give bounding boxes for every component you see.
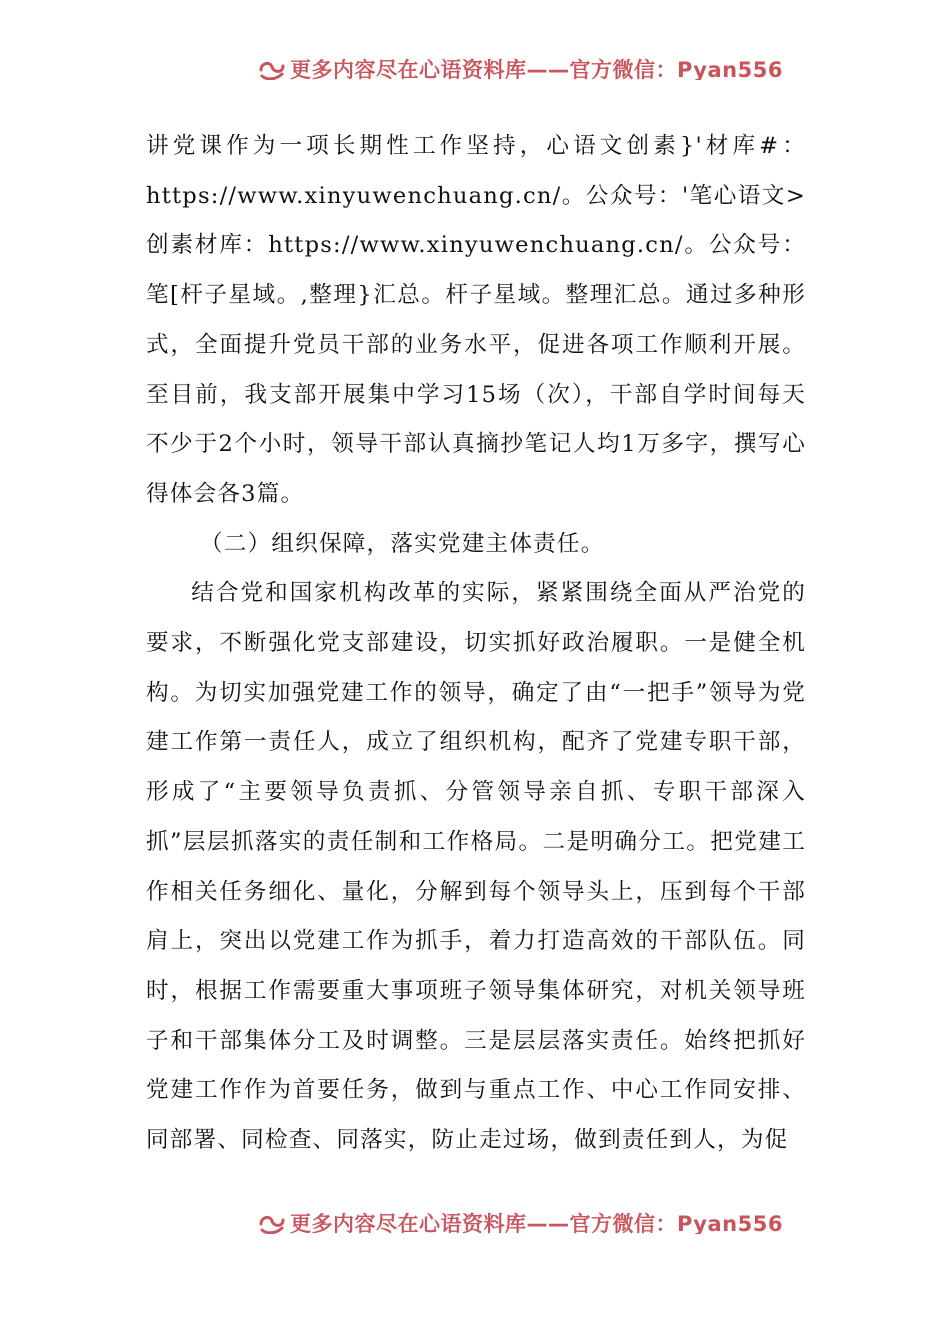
logo-icon — [258, 59, 286, 80]
watermark-banner-bottom — [0, 1206, 950, 1234]
watermark-banner-top — [0, 52, 950, 80]
paragraph-1: 讲党课作为一项长期性工作坚持，心语文创素}'材库#：https://www.xinyuwenchuang.cn/。公众号：'笔心语文>创素材库：https://www.xinyuwenchuang.cn/。公众号：笔[杆子星域。,整理}汇总。杆子星域。整理汇总。通过多种形式，全面提升党员干部的业务水平，促进各项工作顺利开展。至目前，我支部开展集中学习15场（次），干部自学时间每天不少于2个小时，领导干部认真摘抄笔记人均1万多字，撰写心得体会各3篇。 — [146, 133, 806, 507]
logo-icon — [258, 1213, 286, 1234]
section-paragraph: 结合党和国家机构改革的实际，紧紧围绕全面从严治党的要求，不断强化党支部建设，切实抓好政治履职。一是健全机构。为切实加强党建工作的领导，确定了由“一把手”领导为党建工作第一责任人，成立了组织机构，配齐了党建专职干部，形成了“主要领导负责抓、分管领导亲自抓、专职干部深入抓”层层抓落实的责任制和工作格局。二是明确分工。把党建工作相关任务细化、量化，分解到每个领导头上，压到每个干部肩上，突出以党建工作为抓手，着力打造高效的干部队伍。同时，根据工作需要重大事项班子领导集体研究，对机关领导班子和干部集体分工及时调整。三是层层落实责任。始终把抓好党建工作作为首要任务，做到与重点工作、中心工作同安排、同部署、同检查、同落实，防止走过场，做到责任到人，为促 — [146, 580, 806, 1154]
watermark-text: 更多内容尽在心语资料库——官方微信：Pyan556 — [290, 58, 783, 80]
section-heading: （二）组织保障，落实党建主体责任。 — [200, 530, 605, 557]
watermark-text: 更多内容尽在心语资料库——官方微信：Pyan556 — [290, 1212, 783, 1234]
document-body — [146, 122, 806, 1166]
